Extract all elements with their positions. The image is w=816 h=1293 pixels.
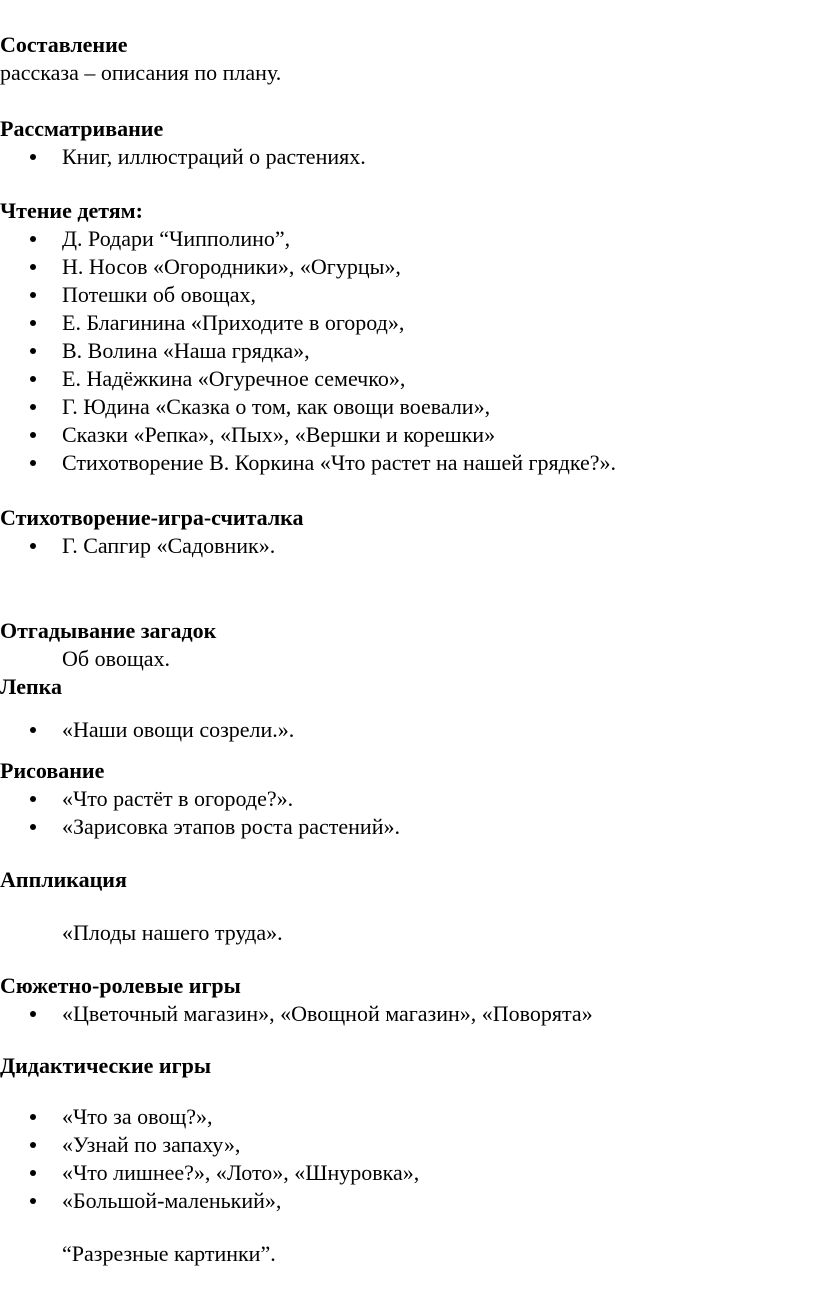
section-heading-reading: Чтение детям: [0,198,143,223]
section-heading-didactic-games: Дидактические игры [0,1053,211,1078]
section-heading-drawing: Рисование [0,758,105,783]
section-heading-role-games: Сюжетно-ролевые игры [0,973,241,998]
bullet-icon [30,543,36,549]
bullet-icon [30,292,36,298]
list-item-text: Книг, иллюстраций о растениях. [62,144,366,169]
bullet-icon [30,154,36,160]
list-item-text: Е. Благинина «Приходите в огород», [62,310,405,335]
list-item-text: Г. Юдина «Сказка о том, как овощи воевали», [62,394,491,419]
section-heading-composition: Составление [0,32,128,57]
bullet-icon [30,1198,36,1204]
section-heading-poem-game: Стихотворение-игра-считалка [0,505,304,530]
bullet-icon [30,432,36,438]
list-item-text: «Зарисовка этапов роста растений». [62,814,400,839]
bullet-icon [30,1011,36,1017]
bullet-icon [30,796,36,802]
bullet-icon [30,1142,36,1148]
list-item-text: Н. Носов «Огородники», «Огурцы», [62,254,401,279]
list-item-text: «Что лишнее?», «Лото», «Шнуровка», [62,1160,420,1185]
bullet-icon [30,348,36,354]
section-text-riddles: Об овощах. [62,646,171,671]
list-item-text: Е. Надёжкина «Огуречное семечко», [62,366,406,391]
section-heading-applique: Аппликация [0,867,127,892]
list-item-text: Г. Сапгир «Садовник». [62,533,276,558]
bullet-icon [30,236,36,242]
section-text-didactic-games: “Разрезные картинки”. [62,1241,276,1266]
bullet-icon [30,1170,36,1176]
section-heading-modeling: Лепка [0,674,63,699]
bullet-icon [30,727,36,733]
section-text-applique: «Плоды нашего труда». [62,920,283,945]
list-item-text: «Большой-маленький», [62,1188,282,1213]
list-item-text: Стихотворение В. Коркина «Что растет на нашей грядке?». [62,450,617,475]
list-item-text: Потешки об овощах, [62,282,257,307]
list-item-text: «Узнай по запаху», [62,1132,241,1157]
list-item-text: Д. Родари “Чипполино”, [62,226,291,251]
list-item-text: В. Волина «Наша грядка», [62,338,310,363]
bullet-icon [30,460,36,466]
bullet-icon [30,404,36,410]
bullet-icon [30,264,36,270]
bullet-icon [30,320,36,326]
list-item-text: «Что растёт в огороде?». [62,786,294,811]
section-heading-riddles: Отгадывание загадок [0,618,217,643]
section-text-composition: рассказа – описания по плану. [0,60,282,85]
bullet-icon [30,824,36,830]
bullet-icon [30,1114,36,1120]
list-item-text: «Наши овощи созрели.». [62,717,295,742]
section-heading-viewing: Рассматривание [0,116,164,141]
bullet-icon [30,376,36,382]
list-item-text: Сказки «Репка», «Пых», «Вершки и корешки» [62,422,496,447]
list-item-text: «Что за овощ?», [62,1104,213,1129]
list-item-text: «Цветочный магазин», «Овощной магазин», «Поворята» [62,1001,593,1026]
